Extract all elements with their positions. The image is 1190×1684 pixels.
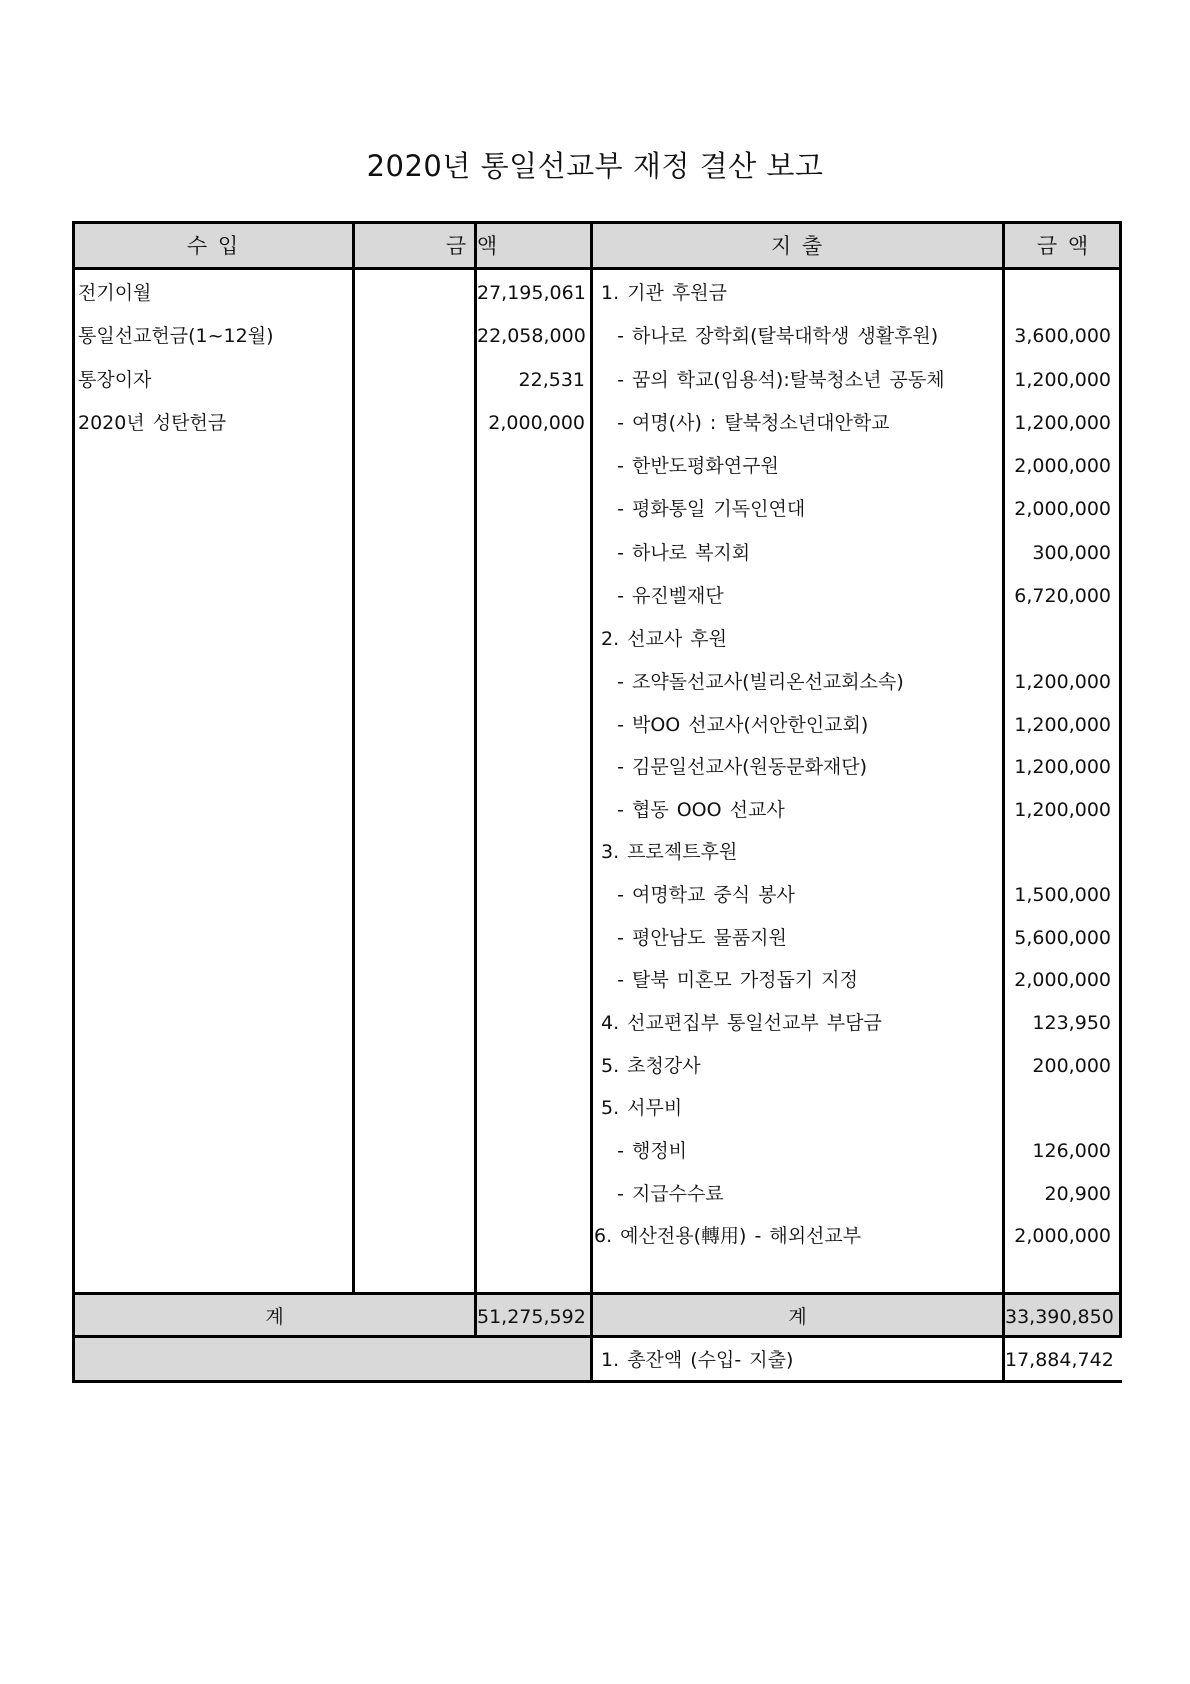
expense-amount: 1,200,000 xyxy=(1014,671,1111,693)
expense-amount: 1,200,000 xyxy=(1014,756,1111,778)
income-amount-header: 금 액 xyxy=(445,234,500,258)
expense-label: - 평안남도 물품지원 xyxy=(601,927,787,949)
expense-label: - 한반도평화연구원 xyxy=(601,455,779,477)
expense-amount: 126,000 xyxy=(1032,1140,1111,1162)
income-label: 2020년 성탄헌금 xyxy=(78,412,227,434)
expense-amount: 2,000,000 xyxy=(1014,969,1111,991)
expense-label: 1. 기관 후원금 xyxy=(601,282,727,304)
income-amount: 22,531 xyxy=(518,369,585,391)
totals-top-border xyxy=(75,1292,1119,1295)
expense-label: - 지급수수료 xyxy=(601,1183,724,1205)
expense-amount: 20,900 xyxy=(1044,1183,1111,1205)
header-divider xyxy=(75,267,1119,270)
expense-amount: 2,000,000 xyxy=(1014,498,1111,520)
expense-label: 3. 프로젝트후원 xyxy=(601,841,738,863)
expense-label: - 하나로 복지회 xyxy=(601,542,751,564)
page-title: 2020년 통일선교부 재정 결산 보고 xyxy=(366,149,824,183)
expense-amount: 1,500,000 xyxy=(1014,884,1111,906)
column-divider-1 xyxy=(352,224,355,1295)
expense-total-label: 계 xyxy=(788,1306,807,1328)
expense-label: - 유진벨재단 xyxy=(601,585,724,607)
income-label: 통장이자 xyxy=(78,369,152,391)
expense-amount: 5,600,000 xyxy=(1014,927,1111,949)
income-total-amount: 51,275,592 xyxy=(477,1306,586,1328)
expense-amount: 300,000 xyxy=(1032,542,1111,564)
expense-amount-header: 금 액 xyxy=(1036,234,1091,258)
expense-label: 5. 서무비 xyxy=(601,1097,683,1119)
expense-label: 6. 예산전용(轉用) - 해외선교부 xyxy=(594,1225,862,1247)
income-total-label: 계 xyxy=(265,1306,284,1328)
income-amount: 22,058,000 xyxy=(477,325,586,347)
expense-amount: 2,000,000 xyxy=(1014,455,1111,477)
expense-amount: 3,600,000 xyxy=(1014,325,1111,347)
income-label: 전기이월 xyxy=(78,282,152,304)
expense-label: - 하나로 장학회(탈북대학생 생활후원) xyxy=(601,325,939,347)
expense-label: 2. 선교사 후원 xyxy=(601,628,727,650)
income-amount: 27,195,061 xyxy=(477,282,586,304)
expense-amount: 2,000,000 xyxy=(1014,1225,1111,1247)
expense-label: - 탈북 미혼모 가정돕기 지정 xyxy=(601,969,858,991)
expense-header: 지 출 xyxy=(770,234,825,258)
expense-label: - 조약돌선교사(빌리온선교회소속) xyxy=(601,671,904,693)
expense-label: - 협동 OOO 선교사 xyxy=(601,799,785,821)
finance-report-table xyxy=(72,221,1122,1383)
expense-amount: 6,720,000 xyxy=(1014,585,1111,607)
balance-label: 1. 총잔액 (수입- 지출) xyxy=(601,1349,794,1371)
expense-amount: 1,200,000 xyxy=(1014,412,1111,434)
balance-amount: 17,884,742 xyxy=(1005,1349,1114,1371)
expense-amount: 200,000 xyxy=(1032,1055,1111,1077)
expense-label: - 행정비 xyxy=(601,1140,688,1162)
expense-total-amount: 33,390,850 xyxy=(1005,1306,1114,1328)
expense-label: 4. 선교편집부 통일선교부 부담금 xyxy=(601,1012,882,1034)
balance-top-border xyxy=(75,1335,1119,1338)
expense-label: 5. 초청강사 xyxy=(601,1055,701,1077)
expense-amount: 123,950 xyxy=(1032,1012,1111,1034)
expense-amount: 1,200,000 xyxy=(1014,714,1111,736)
expense-amount: 1,200,000 xyxy=(1014,799,1111,821)
expense-label: - 김문일선교사(원동문화재단) xyxy=(601,756,868,778)
income-amount: 2,000,000 xyxy=(488,412,585,434)
expense-label: - 꿈의 학교(임용석):탈북청소년 공동체 xyxy=(601,369,945,391)
income-header: 수 입 xyxy=(186,234,241,258)
expense-amount: 1,200,000 xyxy=(1014,369,1111,391)
income-label: 통일선교헌금(1~12월) xyxy=(78,325,274,347)
expense-label: - 여명학교 중식 봉사 xyxy=(601,884,795,906)
column-divider-3 xyxy=(590,224,593,1380)
expense-label: - 평화통일 기독인연대 xyxy=(601,498,806,520)
expense-label: - 박OO 선교사(서안한인교회) xyxy=(601,714,869,736)
expense-label: - 여명(사) : 탈북청소년대안학교 xyxy=(601,412,890,434)
